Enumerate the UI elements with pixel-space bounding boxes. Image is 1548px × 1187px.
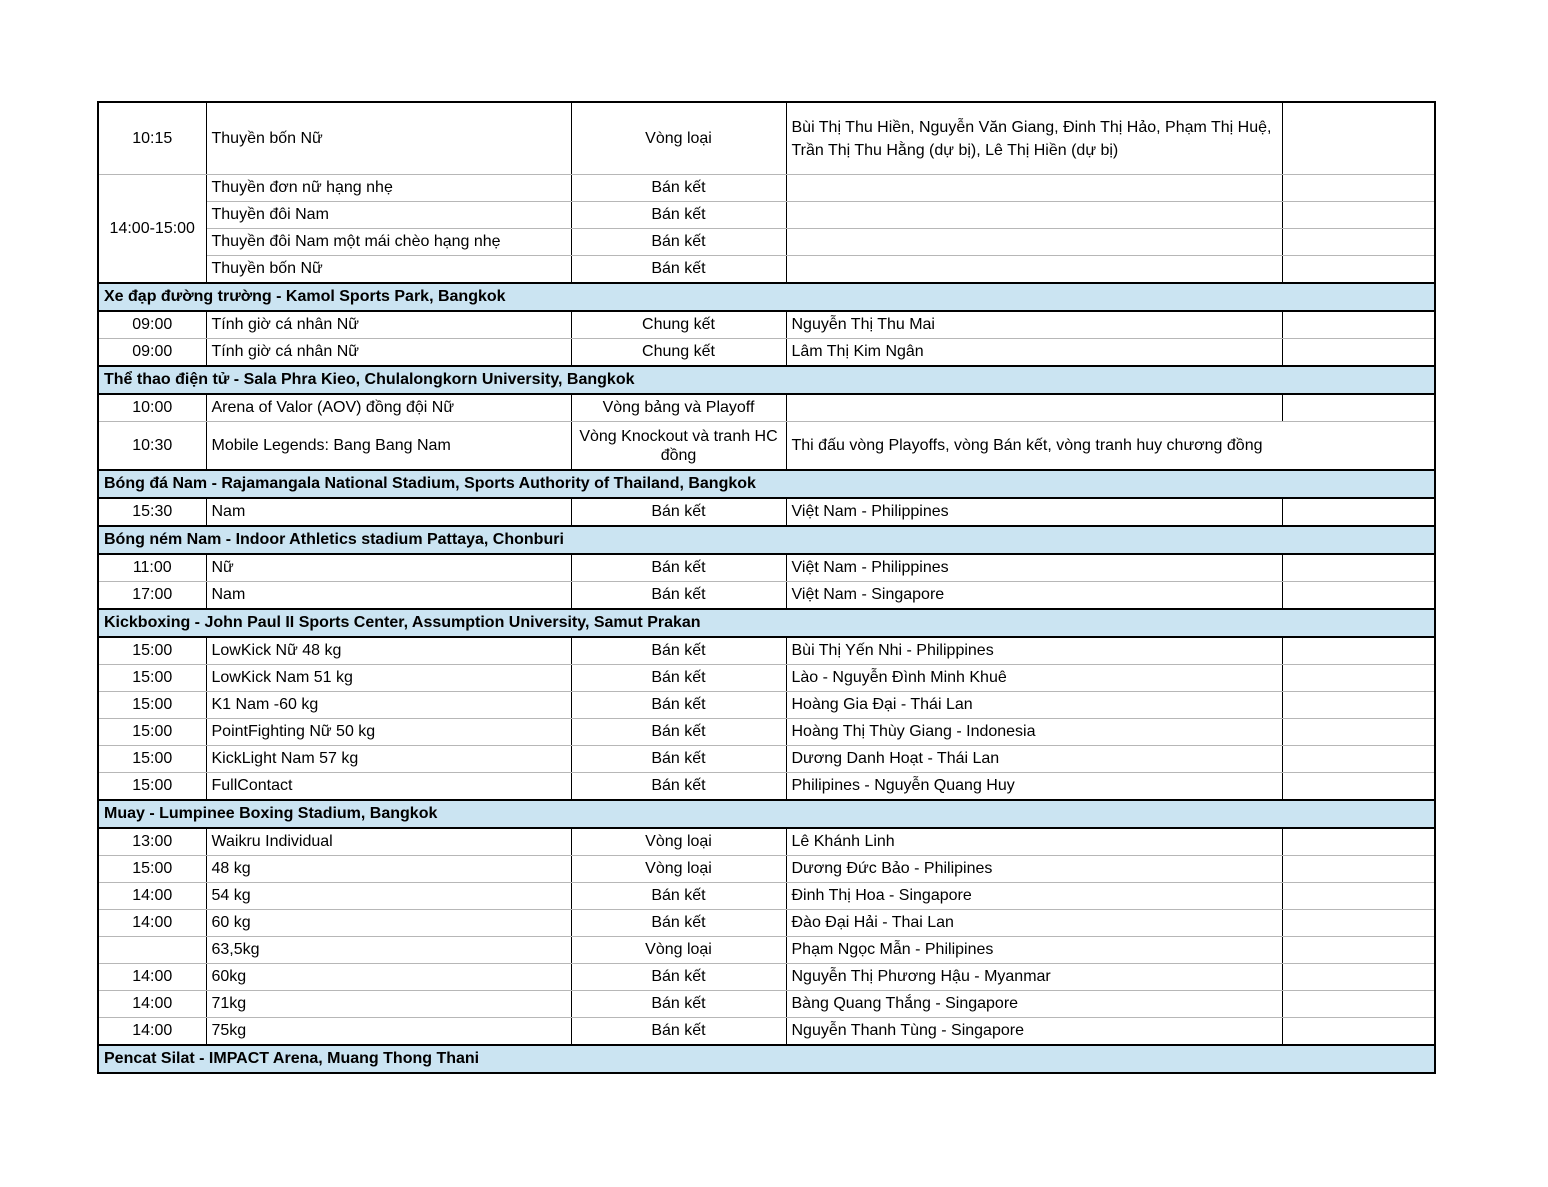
event-cell[interactable]: Nam	[206, 498, 571, 526]
table-row	[98, 883, 1435, 910]
round-cell[interactable]: Bán kết	[571, 637, 786, 665]
time-cell[interactable]: 15:00	[98, 856, 206, 883]
table-row	[98, 102, 1435, 175]
round-cell[interactable]: Bán kết	[571, 746, 786, 773]
table-row	[98, 394, 1435, 422]
empty-cell[interactable]	[1282, 394, 1435, 422]
section-row	[98, 609, 1435, 637]
round-cell[interactable]: Chung kết	[571, 339, 786, 367]
detail-cell[interactable]	[786, 202, 1282, 229]
event-cell[interactable]: Thuyền đôi Nam một mái chèo hạng nhẹ	[206, 229, 571, 256]
table-row	[98, 964, 1435, 991]
table-row	[98, 582, 1435, 610]
detail-cell[interactable]: Bùi Thị Yến Nhi - Philippines	[786, 637, 1282, 665]
time-cell[interactable]: 14:00	[98, 991, 206, 1018]
empty-cell[interactable]	[1282, 202, 1435, 229]
round-cell[interactable]: Bán kết	[571, 692, 786, 719]
table-row	[98, 311, 1435, 339]
time-cell[interactable]: 17:00	[98, 582, 206, 610]
time-cell[interactable]: 15:00	[98, 773, 206, 801]
event-cell[interactable]: 63,5kg	[206, 937, 571, 964]
event-cell[interactable]: KickLight Nam 57 kg	[206, 746, 571, 773]
round-cell[interactable]: Bán kết	[571, 719, 786, 746]
empty-cell[interactable]	[1282, 582, 1435, 610]
event-cell[interactable]: Tính giờ cá nhân Nữ	[206, 339, 571, 367]
table-row	[98, 910, 1435, 937]
detail-cell[interactable]	[786, 229, 1282, 256]
empty-cell[interactable]	[1282, 991, 1435, 1018]
time-cell[interactable]: 10:30	[98, 422, 206, 471]
time-cell[interactable]: 15:00	[98, 719, 206, 746]
time-cell[interactable]: 14:00	[98, 964, 206, 991]
table-row	[98, 665, 1435, 692]
round-cell[interactable]: Bán kết	[571, 665, 786, 692]
empty-cell[interactable]	[1282, 828, 1435, 856]
table-row	[98, 339, 1435, 367]
empty-cell[interactable]	[1282, 937, 1435, 964]
round-cell[interactable]: Bán kết	[571, 498, 786, 526]
round-cell[interactable]: Bán kết	[571, 991, 786, 1018]
detail-cell[interactable]: Dương Danh Hoạt - Thái Lan	[786, 746, 1282, 773]
empty-cell[interactable]	[1282, 773, 1435, 801]
event-cell[interactable]: Thuyền bốn Nữ	[206, 256, 571, 284]
empty-cell[interactable]	[1282, 856, 1435, 883]
table-row	[98, 856, 1435, 883]
event-cell[interactable]: Mobile Legends: Bang Bang Nam	[206, 422, 571, 471]
round-cell[interactable]: Bán kết	[571, 229, 786, 256]
event-cell[interactable]: Nam	[206, 582, 571, 610]
empty-cell[interactable]	[1282, 719, 1435, 746]
detail-cell[interactable]: Thi đấu vòng Playoffs, vòng Bán kết, vòng tranh huy chương đồng	[786, 422, 1435, 471]
table-row	[98, 746, 1435, 773]
section-row	[98, 800, 1435, 828]
event-cell[interactable]: 60kg	[206, 964, 571, 991]
empty-cell[interactable]	[1282, 311, 1435, 339]
time-cell[interactable]: 15:00	[98, 637, 206, 665]
detail-cell[interactable]: Bàng Quang Thắng - Singapore	[786, 991, 1282, 1018]
detail-cell[interactable]: Philipines - Nguyễn Quang Huy	[786, 773, 1282, 801]
event-cell[interactable]: Waikru Individual	[206, 828, 571, 856]
detail-cell[interactable]: Phạm Ngọc Mẫn - Philipines	[786, 937, 1282, 964]
empty-cell[interactable]	[1282, 665, 1435, 692]
detail-cell[interactable]: Nguyễn Thị Thu Mai	[786, 311, 1282, 339]
event-cell[interactable]: LowKick Nữ 48 kg	[206, 637, 571, 665]
empty-cell[interactable]	[1282, 339, 1435, 367]
section-header-cell[interactable]: Pencat Silat - IMPACT Arena, Muang Thong Thani	[98, 1045, 1435, 1073]
section-header-cell[interactable]: Muay - Lumpinee Boxing Stadium, Bangkok	[98, 800, 1435, 828]
table-row	[98, 991, 1435, 1018]
time-cell[interactable]: 14:00-15:00	[98, 175, 206, 284]
round-cell[interactable]: Vòng loại	[571, 937, 786, 964]
round-cell[interactable]: Bán kết	[571, 910, 786, 937]
table-row	[98, 773, 1435, 801]
table-row	[98, 175, 1435, 202]
event-cell[interactable]: 54 kg	[206, 883, 571, 910]
table-row	[98, 692, 1435, 719]
event-cell[interactable]: 75kg	[206, 1018, 571, 1046]
table-row	[98, 637, 1435, 665]
section-row	[98, 470, 1435, 498]
event-cell[interactable]: Thuyền đôi Nam	[206, 202, 571, 229]
empty-cell[interactable]	[1282, 964, 1435, 991]
schedule-table	[97, 101, 1436, 1074]
empty-cell[interactable]	[1282, 746, 1435, 773]
empty-cell[interactable]	[1282, 692, 1435, 719]
event-cell[interactable]: FullContact	[206, 773, 571, 801]
section-row	[98, 1045, 1435, 1073]
event-cell[interactable]: Nữ	[206, 554, 571, 582]
table-row	[98, 554, 1435, 582]
section-row	[98, 283, 1435, 311]
round-cell[interactable]: Bán kết	[571, 202, 786, 229]
time-cell[interactable]: 14:00	[98, 1018, 206, 1046]
event-cell[interactable]: 60 kg	[206, 910, 571, 937]
event-cell[interactable]: Tính giờ cá nhân Nữ	[206, 311, 571, 339]
event-cell[interactable]: LowKick Nam 51 kg	[206, 665, 571, 692]
round-cell[interactable]: Vòng loại	[571, 828, 786, 856]
empty-cell[interactable]	[1282, 256, 1435, 284]
time-cell[interactable]: 15:30	[98, 498, 206, 526]
table-row	[98, 256, 1435, 284]
event-cell[interactable]: PointFighting Nữ 50 kg	[206, 719, 571, 746]
empty-cell[interactable]	[1282, 175, 1435, 202]
time-cell[interactable]: 10:15	[98, 102, 206, 175]
round-cell[interactable]: Bán kết	[571, 582, 786, 610]
time-cell[interactable]: 14:00	[98, 883, 206, 910]
round-cell[interactable]: Bán kết	[571, 256, 786, 284]
round-cell[interactable]: Bán kết	[571, 1018, 786, 1046]
round-cell[interactable]: Bán kết	[571, 964, 786, 991]
table-row	[98, 1018, 1435, 1046]
detail-cell[interactable]: Lê Khánh Linh	[786, 828, 1282, 856]
empty-cell[interactable]	[1282, 1018, 1435, 1046]
time-cell[interactable]: 09:00	[98, 339, 206, 367]
section-header-cell[interactable]: Bóng ném Nam - Indoor Athletics stadium Pattaya, Chonburi	[98, 526, 1435, 554]
time-cell[interactable]: 09:00	[98, 311, 206, 339]
detail-cell[interactable]: Nguyễn Thị Phương Hậu - Myanmar	[786, 964, 1282, 991]
section-row	[98, 526, 1435, 554]
detail-cell[interactable]: Lâm Thị Kim Ngân	[786, 339, 1282, 367]
table-row	[98, 422, 1435, 471]
empty-cell[interactable]	[1282, 883, 1435, 910]
section-row	[98, 366, 1435, 394]
time-cell[interactable]	[98, 937, 206, 964]
round-cell[interactable]: Chung kết	[571, 311, 786, 339]
empty-cell[interactable]	[1282, 910, 1435, 937]
event-cell[interactable]: 71kg	[206, 991, 571, 1018]
empty-cell[interactable]	[1282, 229, 1435, 256]
detail-cell[interactable]: Việt Nam - Singapore	[786, 582, 1282, 610]
empty-cell[interactable]	[1282, 554, 1435, 582]
detail-cell[interactable]: Đào Đại Hải - Thai Lan	[786, 910, 1282, 937]
round-cell[interactable]: Bán kết	[571, 554, 786, 582]
detail-cell[interactable]	[786, 175, 1282, 202]
empty-cell[interactable]	[1282, 637, 1435, 665]
event-cell[interactable]: Thuyền bốn Nữ	[206, 102, 571, 175]
table-row	[98, 828, 1435, 856]
round-cell[interactable]: Vòng bảng và Playoff	[571, 394, 786, 422]
round-cell[interactable]: Vòng Knockout và tranh HC đồng	[571, 422, 786, 471]
detail-cell[interactable]: Hoàng Thị Thùy Giang - Indonesia	[786, 719, 1282, 746]
time-cell[interactable]: 13:00	[98, 828, 206, 856]
round-cell[interactable]: Bán kết	[571, 773, 786, 801]
time-cell[interactable]: 15:00	[98, 692, 206, 719]
detail-cell[interactable]: Hoàng Gia Đại - Thái Lan	[786, 692, 1282, 719]
table-row	[98, 937, 1435, 964]
section-header-cell[interactable]: Bóng đá Nam - Rajamangala National Stadium, Sports Authority of Thailand, Bangkok	[98, 470, 1435, 498]
schedule-sheet	[97, 101, 1436, 1074]
detail-cell[interactable]: Việt Nam - Philippines	[786, 498, 1282, 526]
event-cell[interactable]: 48 kg	[206, 856, 571, 883]
section-header-cell[interactable]: Thể thao điện tử - Sala Phra Kieo, Chulalongkorn University, Bangkok	[98, 366, 1435, 394]
event-cell[interactable]: Arena of Valor (AOV) đồng đội Nữ	[206, 394, 571, 422]
event-cell[interactable]: Thuyền đơn nữ hạng nhẹ	[206, 175, 571, 202]
round-cell[interactable]: Vòng loại	[571, 102, 786, 175]
round-cell[interactable]: Bán kết	[571, 175, 786, 202]
detail-cell[interactable]: Đinh Thị Hoa - Singapore	[786, 883, 1282, 910]
detail-cell[interactable]: Nguyễn Thanh Tùng - Singapore	[786, 1018, 1282, 1046]
round-cell[interactable]: Bán kết	[571, 883, 786, 910]
detail-cell[interactable]: Lào - Nguyễn Đình Minh Khuê	[786, 665, 1282, 692]
time-cell[interactable]: 14:00	[98, 910, 206, 937]
table-row	[98, 202, 1435, 229]
table-row	[98, 229, 1435, 256]
detail-cell[interactable]: Việt Nam - Philippines	[786, 554, 1282, 582]
time-cell[interactable]: 11:00	[98, 554, 206, 582]
time-cell[interactable]: 15:00	[98, 665, 206, 692]
detail-cell[interactable]	[786, 394, 1282, 422]
time-cell[interactable]: 15:00	[98, 746, 206, 773]
section-header-cell[interactable]: Xe đạp đường trường - Kamol Sports Park, Bangkok	[98, 283, 1435, 311]
detail-cell[interactable]: Bùi Thị Thu Hiền, Nguyễn Văn Giang, Đinh Thị Hảo, Phạm Thị Huệ, Trần Thị Thu Hằng (dự bị), Lê Thị Hiền (dự bị)	[786, 102, 1282, 175]
round-cell[interactable]: Vòng loại	[571, 856, 786, 883]
detail-cell[interactable]: Dương Đức Bảo - Philipines	[786, 856, 1282, 883]
time-cell[interactable]: 10:00	[98, 394, 206, 422]
section-header-cell[interactable]: Kickboxing - John Paul II Sports Center, Assumption University, Samut Prakan	[98, 609, 1435, 637]
table-row	[98, 498, 1435, 526]
empty-cell[interactable]	[1282, 498, 1435, 526]
event-cell[interactable]: K1 Nam -60 kg	[206, 692, 571, 719]
detail-cell[interactable]	[786, 256, 1282, 284]
empty-cell[interactable]	[1282, 102, 1435, 175]
table-row	[98, 719, 1435, 746]
